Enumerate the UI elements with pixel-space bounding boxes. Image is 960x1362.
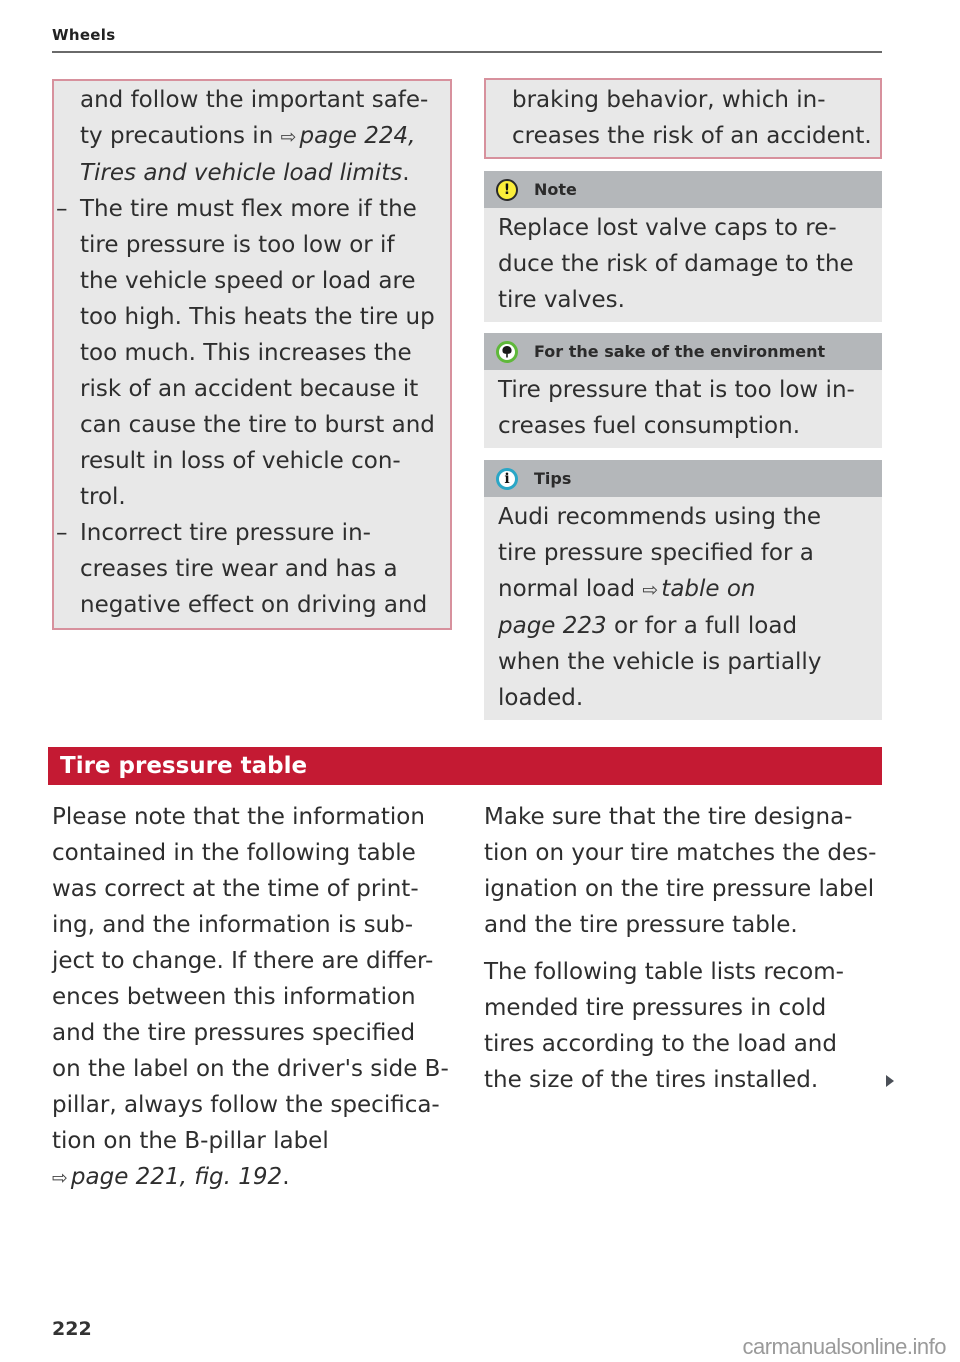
environment-callout <box>484 333 882 448</box>
note-title: Note <box>534 180 577 199</box>
environment-header <box>484 333 882 370</box>
continue-arrow-icon <box>886 1075 894 1087</box>
table-ref-link[interactable]: table on <box>661 576 756 602</box>
warning-box-left <box>52 79 452 630</box>
note-callout <box>484 171 882 322</box>
page-ref-title[interactable]: Tires and vehicle load limits <box>80 160 403 186</box>
warning-line-ref-title: Tires and vehicle load limits. <box>80 160 410 186</box>
page-ref-link[interactable]: page 224, <box>299 123 416 149</box>
arrow-right-icon: ⇨ <box>280 126 297 148</box>
header-rule <box>52 51 882 53</box>
paragraph: The following table lists recom- mended tire pressures in cold tires according to the load and the size of the tires installed. <box>484 959 844 1093</box>
warning-line: and follow the important safe- <box>80 87 429 113</box>
section-heading: Tire pressure table <box>48 747 882 785</box>
info-icon: i <box>496 468 518 490</box>
arrow-right-icon: ⇨ <box>52 1167 68 1189</box>
warning-box-right: braking behavior, which in- creases the risk of an accident. <box>484 78 882 159</box>
dash-bullet: – <box>56 520 68 546</box>
dash-bullet: – <box>56 196 68 222</box>
paragraph: Make sure that the tire designa- tion on your tire matches the des- ignation on the tire pressure label and the tire pressure table. <box>484 804 877 938</box>
environment-title: For the sake of the environment <box>534 342 826 361</box>
warning-list-item: – The tire must flex more if the tire pressure is too low or if the vehicle speed or load are too high. This heats the tire up too much. This increases the risk of an accident because it can cause the tire to burst and result in loss of vehicle con- trol. <box>80 191 450 515</box>
tips-title: Tips <box>534 469 572 488</box>
warning-list-item: – Incorrect tire pressure in- creases tire wear and has a negative effect on driving and <box>80 515 450 623</box>
tips-callout <box>484 460 882 720</box>
environment-body: Tire pressure that is too low in- creases fuel consumption. <box>484 370 882 448</box>
tree-icon <box>496 341 518 363</box>
exclamation-icon: ! <box>496 179 518 201</box>
page-ref-link[interactable]: page 223 <box>498 613 607 639</box>
note-header <box>484 171 882 208</box>
right-column-text <box>484 799 884 1109</box>
left-column-text: Please note that the information contained in the following table was correct at the time of print- ing, and the information is sub- ject to change. If there are differ- ences between this information and the tire pressures specified on the label on the driver's side B- pillar, always follow the specifica- tion on the B-pillar label ⇨ page 221, fig. 192. <box>52 804 449 1190</box>
warning-line-ref: ty precautions in ⇨ page 224, <box>80 123 416 149</box>
tips-header <box>484 460 882 497</box>
arrow-right-icon: ⇨ <box>642 579 659 601</box>
running-head: Wheels <box>52 26 116 44</box>
figure-ref-link[interactable]: page 221, fig. 192 <box>70 1164 283 1190</box>
note-body: Replace lost valve caps to re- duce the risk of damage to the tire valves. <box>484 208 882 322</box>
tips-body: Audi recommends using the tire pressure specified for a normal load ⇨ table on page 223 or for a full load when the vehicle is partially loaded. <box>484 497 882 720</box>
page-number: 222 <box>52 1318 92 1340</box>
watermark: carmanualsonline.info <box>742 1334 946 1359</box>
